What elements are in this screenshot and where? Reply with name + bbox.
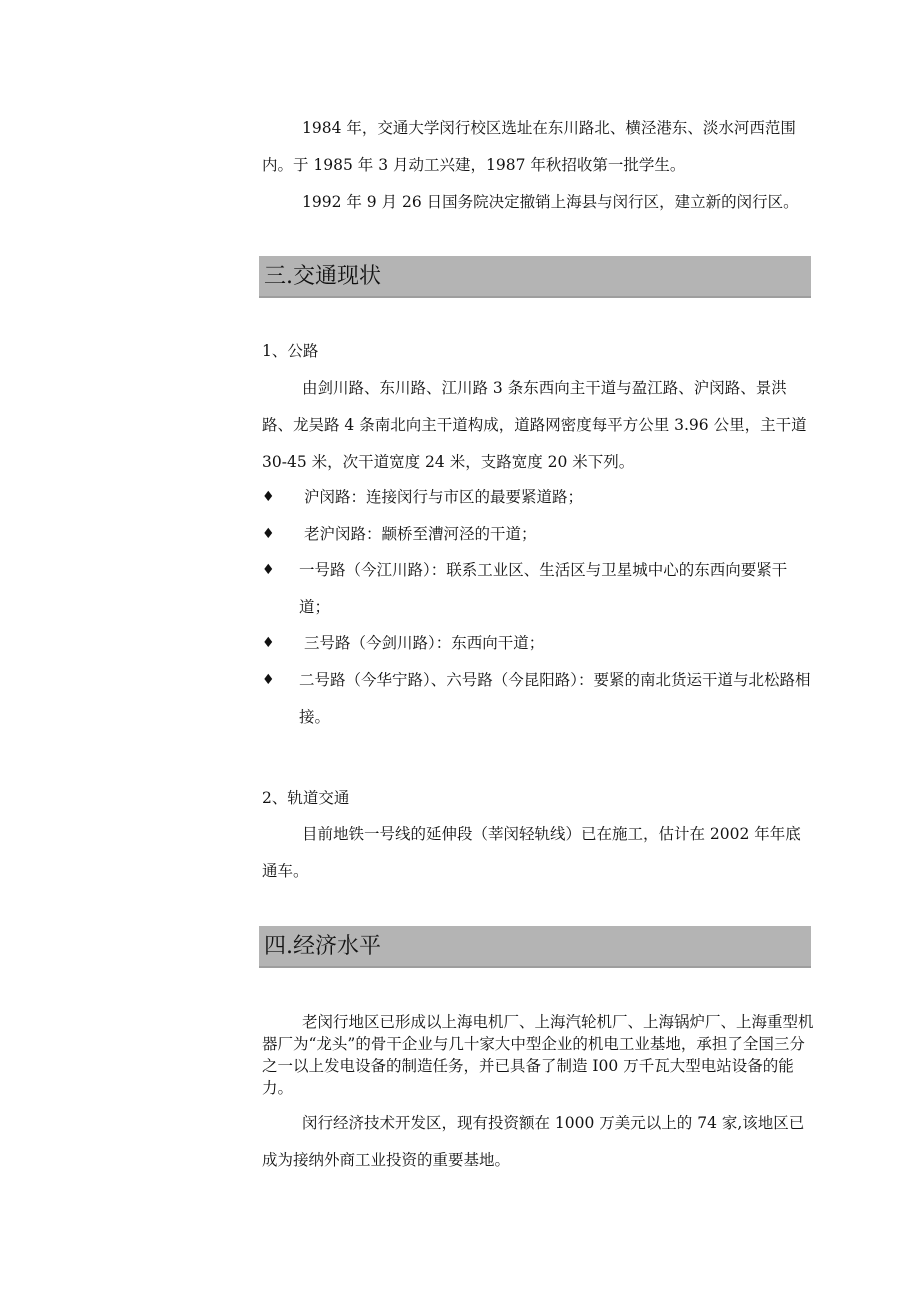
bullet-text: 沪闵路：连接闵行与市区的最要紧道路； xyxy=(304,488,584,506)
diamond-bullet-icon: ♦ xyxy=(262,635,275,651)
section-heading-economy: 四.经济水平 xyxy=(259,926,811,968)
bullet-text: 三号路（今剑川路）：东西向干道； xyxy=(304,634,545,652)
rail-description: 目前地铁一号线的延伸段（莘闵轻轨线）已在施工，估计在 2002 年年底通车。 xyxy=(262,825,801,880)
bullet-text: 二号路（今华宁路）、六号路（今昆阳路）：要紧的南北货运干道与北松路相接。 xyxy=(299,671,811,726)
bullet-text: 老沪闵路：颛桥至漕河泾的干道； xyxy=(304,525,537,543)
diamond-bullet-icon: ♦ xyxy=(262,672,275,688)
bullet-text: 一号路（今江川路）：联系工业区、生活区与卫星城中心的东西向要紧干道； xyxy=(299,561,788,616)
road-description: 由剑川路、东川路、江川路 3 条东西向主干道与盈江路、沪闵路、景洪路、龙吴路 4 条南北向主干道构成，道路网密度每平方公里 3.96 公里，主干道 30-45 米，次干道宽度 24 米，支路宽度 20 米下列。 xyxy=(262,379,807,471)
intro-paragraph-1: 1984 年，交通大学闵行校区选址在东川路北、横泾港东、淡水河西范围内。于 1985 年 3 月动工兴建，1987 年秋招收第一批学生。 xyxy=(262,119,796,174)
diamond-bullet-icon: ♦ xyxy=(262,489,275,505)
economy-paragraph-1: 老闵行地区已形成以上海电机厂、上海汽轮机厂、上海锅炉厂、上海重型机器厂为“龙头”的骨干企业与几十家大中型企业的机电工业基地，承担了全国三分之一以上发电设备的制造任务，并已具备了制造 I00 万千瓦大型电站设备的能力。 xyxy=(262,1013,814,1097)
section-heading-traffic: 三.交通现状 xyxy=(259,256,811,298)
diamond-bullet-icon: ♦ xyxy=(262,562,275,578)
economy-paragraph-2: 闵行经济技术开发区，现有投资额在 1000 万美元以上的 74 家,该地区已成为接纳外商工业投资的重要基地。 xyxy=(262,1114,805,1169)
diamond-bullet-icon: ♦ xyxy=(262,526,275,542)
subheading-road: 1、公路 xyxy=(262,342,319,360)
subheading-rail: 2、轨道交通 xyxy=(262,789,350,807)
intro-paragraph-2: 1992 年 9 月 26 日国务院决定撤销上海县与闵行区，建立新的闵行区。 xyxy=(302,193,799,211)
